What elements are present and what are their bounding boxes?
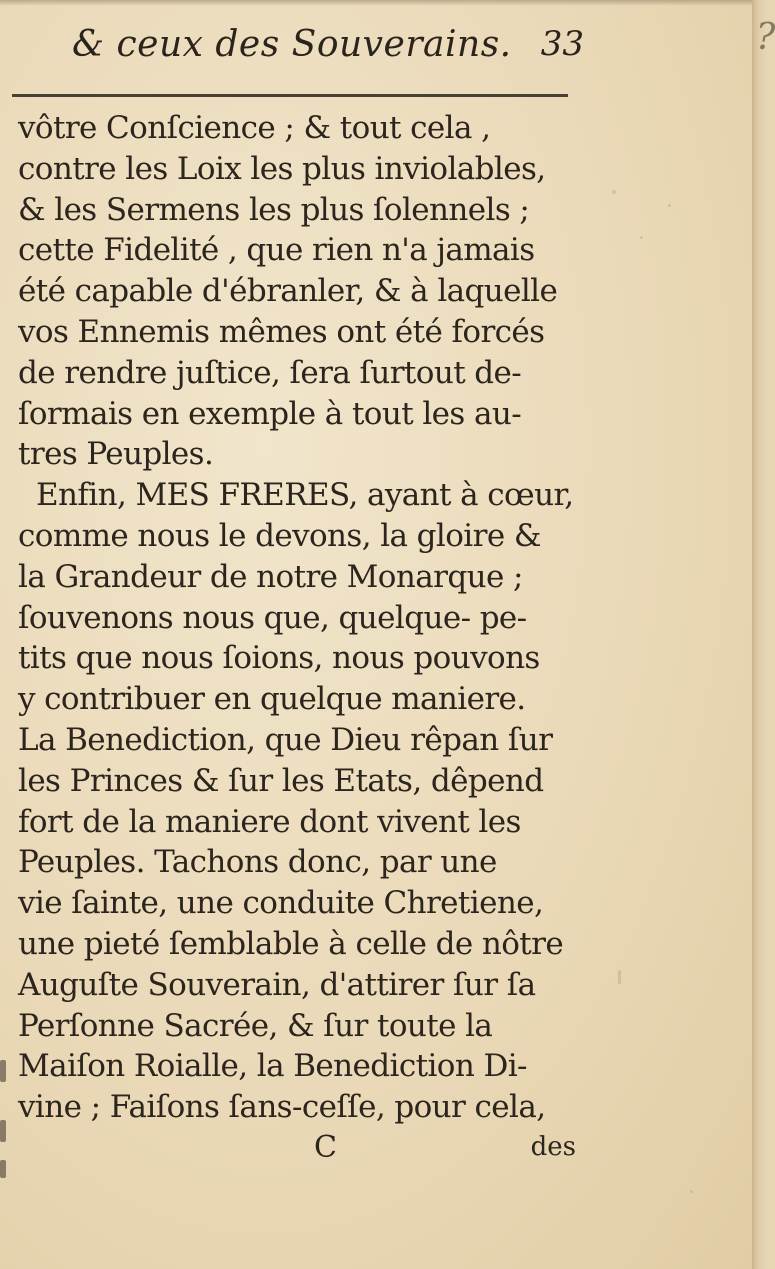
page-number: 33: [540, 24, 584, 64]
margin-bleed-mark: [0, 1120, 6, 1142]
page-footer: [18, 1130, 576, 1170]
catchword: des: [530, 1132, 576, 1162]
text-line-24: Maiſon Roialle, la Benediction Di-: [18, 1048, 527, 1085]
text-line-16: La Benediction, que Dieu rêpan ſur: [18, 721, 553, 758]
paper-speck: [668, 204, 671, 207]
paper-speck: [618, 970, 621, 984]
text-line-15: y contribuer en quelque maniere.: [18, 681, 526, 718]
text-line-18: fort de la maniere dont vivent les: [18, 803, 521, 840]
running-head-title: & ceux des Souverains.: [72, 24, 512, 65]
text-line-11: comme nous le devons, la gloire &: [18, 517, 541, 554]
text-line-13: ſouvenons nous que, quelque- pe-: [18, 599, 527, 636]
text-line-2: contre les Loix les plus inviolables,: [18, 150, 546, 187]
header-rule: [12, 94, 568, 97]
text-line-10: Enfin, MES FRERES, ayant à cœur,: [36, 477, 574, 514]
body-text: [18, 108, 576, 1128]
binding-gutter: [752, 0, 775, 1269]
gutter-mark: ?: [756, 17, 775, 58]
text-line-3: & les Sermens les plus ſolennels ;: [18, 191, 530, 228]
paper-speck: [640, 236, 643, 239]
text-line-4: cette Fidelité , que rien n'a jamais: [18, 232, 535, 269]
text-line-20: vie ſainte, une conduite Chretiene,: [18, 885, 544, 922]
running-head: [24, 20, 584, 80]
text-line-17: les Princes & ſur les Etats, dêpend: [18, 762, 544, 799]
text-line-25: vine ; Faiſons ſans-ceſſe, pour cela,: [18, 1089, 546, 1126]
text-line-14: tits que nous ſoions, nous pouvons: [18, 640, 540, 677]
text-line-7: de rendre juſtice, ſera ſurtout de-: [18, 354, 522, 391]
text-line-22: Auguſte Souverain, d'attirer ſur ſa: [18, 966, 536, 1003]
text-line-1: vôtre Conſcience ; & tout cela ,: [18, 110, 491, 146]
text-line-21: une pieté ſemblable à celle de nôtre: [18, 925, 564, 962]
margin-bleed-mark: [0, 1160, 6, 1178]
text-line-9: tres Peuples.: [18, 436, 214, 473]
text-line-5: été capable d'ébranler, & à laquelle: [18, 273, 558, 310]
paper-speck: [612, 190, 616, 194]
margin-bleed-mark: [0, 1060, 6, 1082]
text-line-6: vos Ennemis mêmes ont été forcés: [18, 313, 545, 350]
signature-mark: C: [314, 1130, 337, 1165]
top-edge-shadow: [0, 0, 752, 6]
text-line-12: la Grandeur de notre Monarque ;: [18, 558, 523, 595]
text-line-23: Perſonne Sacrée, & ſur toute la: [18, 1007, 493, 1044]
paper-speck: [690, 1190, 693, 1193]
text-line-19: Peuples. Tachons donc, par une: [18, 844, 497, 881]
text-line-8: ſormais en exemple à tout les au-: [18, 395, 522, 432]
